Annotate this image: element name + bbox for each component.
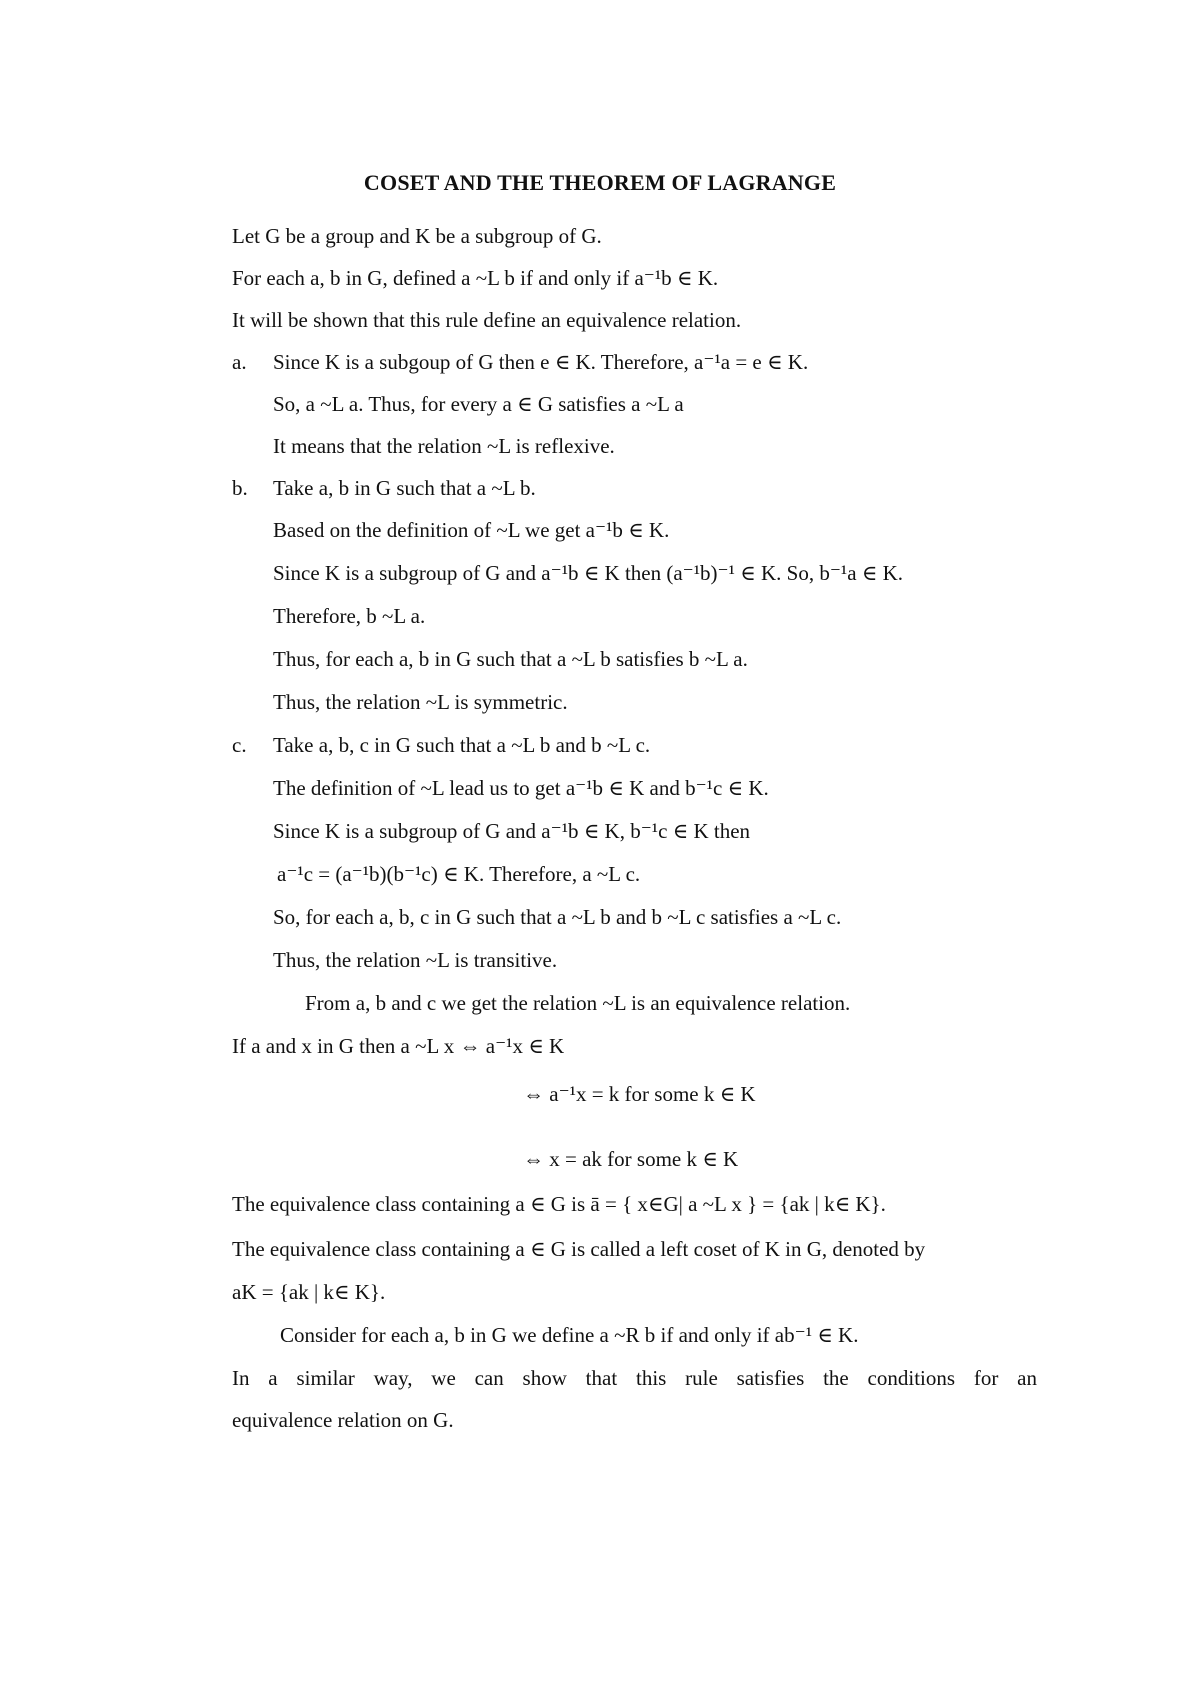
equivalence-class-line: The equivalence class containing a ∈ G is ā = { x∈G| a ~L x } = {ak | k∈ K}.: [232, 1192, 886, 1216]
derivation-line: ⇔ a⁻¹x = k for some k ∈ K: [523, 1082, 756, 1106]
part-b-line: Thus, for each a, b in G such that a ~L b satisfies b ~L a.: [273, 647, 748, 671]
part-c-line: Since K is a subgroup of G and a⁻¹b ∈ K, b⁻¹c ∈ K then: [273, 819, 751, 843]
part-b-line: Therefore, b ~L a.: [273, 604, 426, 628]
document-title: COSET AND THE THEOREM OF LAGRANGE: [363, 170, 837, 195]
conclusion-line: From a, b and c we get the relation ~L is an equivalence relation.: [305, 991, 851, 1015]
intro-line: It will be shown that this rule define an equivalence relation.: [232, 308, 742, 332]
part-c-line: Take a, b, c in G such that a ~L b and b ~L c.: [273, 733, 651, 757]
part-c-line: Thus, the relation ~L is transitive.: [273, 948, 558, 972]
closing-line: In a similar way, we can show that this rule satisfies the conditions for an: [232, 1366, 1037, 1390]
intro-line: For each a, b in G, defined a ~L b if and only if a⁻¹b ∈ K.: [232, 266, 719, 290]
right-relation-line: Consider for each a, b in G we define a ~R b if and only if ab⁻¹ ∈ K.: [280, 1323, 859, 1347]
part-c-line: The definition of ~L lead us to get a⁻¹b ∈ K and b⁻¹c ∈ K.: [273, 776, 769, 800]
intro-line: Let G be a group and K be a subgroup of G.: [232, 224, 602, 248]
part-a-line: So, a ~L a. Thus, for every a ∈ G satisfies a ~L a: [273, 392, 684, 416]
item-label-a: a.: [232, 350, 247, 374]
part-c-line: So, for each a, b, c in G such that a ~L b and b ~L c satisfies a ~L c.: [273, 905, 842, 929]
derivation-line: If a and x in G then a ~L x ⇔ a⁻¹x ∈ K: [232, 1034, 565, 1058]
part-b-line: Since K is a subgroup of G and a⁻¹b ∈ K then (a⁻¹b)⁻¹ ∈ K. So, b⁻¹a ∈ K.: [273, 561, 903, 585]
part-a-line: It means that the relation ~L is reflexive.: [273, 434, 615, 458]
part-b-line: Take a, b in G such that a ~L b.: [273, 476, 536, 500]
derivation-line: ⇔ x = ak for some k ∈ K: [523, 1147, 739, 1171]
item-label-c: c.: [232, 733, 247, 757]
part-b-line: Based on the definition of ~L we get a⁻¹b ∈ K.: [273, 518, 670, 542]
part-c-line: a⁻¹c = (a⁻¹b)(b⁻¹c) ∈ K. Therefore, a ~L c.: [277, 862, 641, 886]
part-b-line: Thus, the relation ~L is symmetric.: [273, 690, 568, 714]
part-a-line: Since K is a subgoup of G then e ∈ K. Therefore, a⁻¹a = e ∈ K.: [273, 350, 809, 374]
equivalence-class-line: aK = {ak | k∈ K}.: [232, 1280, 386, 1304]
closing-line: equivalence relation on G.: [232, 1408, 454, 1432]
equivalence-class-line: The equivalence class containing a ∈ G is called a left coset of K in G, denoted by: [232, 1237, 926, 1261]
item-label-b: b.: [232, 476, 248, 500]
